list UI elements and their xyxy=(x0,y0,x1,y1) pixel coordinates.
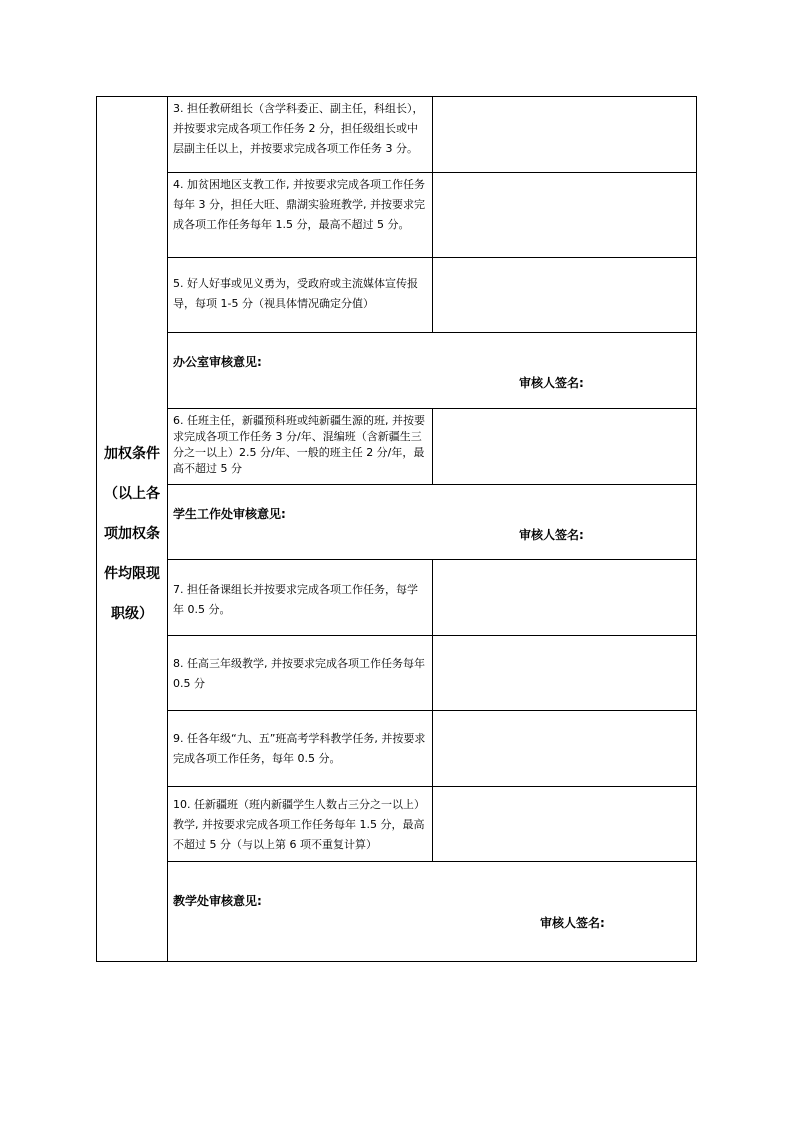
item-6-text: 6. 任班主任，新疆预科班或纯新疆生源的班, 并按要求完成各项工作任务 3 分/年、混编班（含新疆生三分之一以上）2.5 分/年、一般的班主任 2 分/年，最高不超过 5 分 xyxy=(173,414,425,475)
item-8-cell xyxy=(168,636,433,711)
teaching-review-label: 教学处审核意见: xyxy=(173,894,262,908)
item-7-cell xyxy=(168,560,433,636)
teaching-review-cell[interactable] xyxy=(168,862,697,962)
row-item-7 xyxy=(97,560,697,636)
item-4-cell xyxy=(168,173,433,258)
office-review-label: 办公室审核意见: xyxy=(173,355,262,369)
item-5-cell xyxy=(168,258,433,333)
row-item-3 xyxy=(97,97,697,173)
item-10-cell xyxy=(168,787,433,862)
item-10-text: 10. 任新疆班（班内新疆学生人数占三分之一以上）教学, 并按要求完成各项工作任务每年 1.5 分，最高不超过 5 分（与以上第 6 项不重复计算） xyxy=(173,798,425,851)
item-4-text: 4. 加贫困地区支教工作, 并按要求完成各项工作任务每年 3 分，担任大旺、鼎湖实验班教学, 并按要求完成各项工作任务每年 1.5 分，最高不超过 5 分。 xyxy=(173,178,425,231)
office-signature-label: 审核人签名: xyxy=(519,376,584,390)
item-3-score-cell[interactable] xyxy=(433,97,697,173)
student-signature-label: 审核人签名: xyxy=(519,528,584,542)
item-9-score-cell[interactable] xyxy=(433,711,697,787)
item-7-text: 7. 担任备课组长并按要求完成各项工作任务，每学年 0.5 分。 xyxy=(173,583,418,616)
teaching-signature-label: 审核人签名: xyxy=(540,916,605,930)
item-4-score-cell[interactable] xyxy=(433,173,697,258)
row-item-6 xyxy=(97,409,697,485)
office-review-cell[interactable] xyxy=(168,333,697,409)
row-item-5 xyxy=(97,258,697,333)
item-9-text: 9. 任各年级“九、五”班高考学科教学任务, 并按要求完成各项工作任务，每年 0.5 分。 xyxy=(173,732,426,765)
row-item-4 xyxy=(97,173,697,258)
item-9-cell xyxy=(168,711,433,787)
item-6-score-cell[interactable] xyxy=(433,409,697,485)
row-item-10 xyxy=(97,787,697,862)
item-7-score-cell[interactable] xyxy=(433,560,697,636)
row-teaching-review xyxy=(97,862,697,962)
row-student-review xyxy=(97,485,697,560)
item-10-score-cell[interactable] xyxy=(433,787,697,862)
item-3-cell xyxy=(168,97,433,173)
section-label: 加权条件 （以上各 项加权条 件均限现 职级） xyxy=(104,446,160,622)
bonus-conditions-table xyxy=(96,96,697,962)
student-review-label: 学生工作处审核意见: xyxy=(173,507,286,521)
item-8-text: 8. 任高三年级教学, 并按要求完成各项工作任务每年 0.5 分 xyxy=(173,657,425,690)
item-5-score-cell[interactable] xyxy=(433,258,697,333)
row-item-9 xyxy=(97,711,697,787)
item-8-score-cell[interactable] xyxy=(433,636,697,711)
item-3-text: 3. 担任教研组长（含学科委正、副主任，科组长），并按要求完成各项工作任务 2 分，担任级组长或中层副主任以上，并按要求完成各项工作任务 3 分。 xyxy=(173,102,424,155)
item-6-cell xyxy=(168,409,433,485)
row-item-8 xyxy=(97,636,697,711)
item-5-text: 5. 好人好事或见义勇为，受政府或主流媒体宣传报导，每项 1-5 分（视具体情况确定分值） xyxy=(173,277,418,310)
section-label-cell xyxy=(97,97,168,962)
row-office-review xyxy=(97,333,697,409)
student-review-cell[interactable] xyxy=(168,485,697,560)
